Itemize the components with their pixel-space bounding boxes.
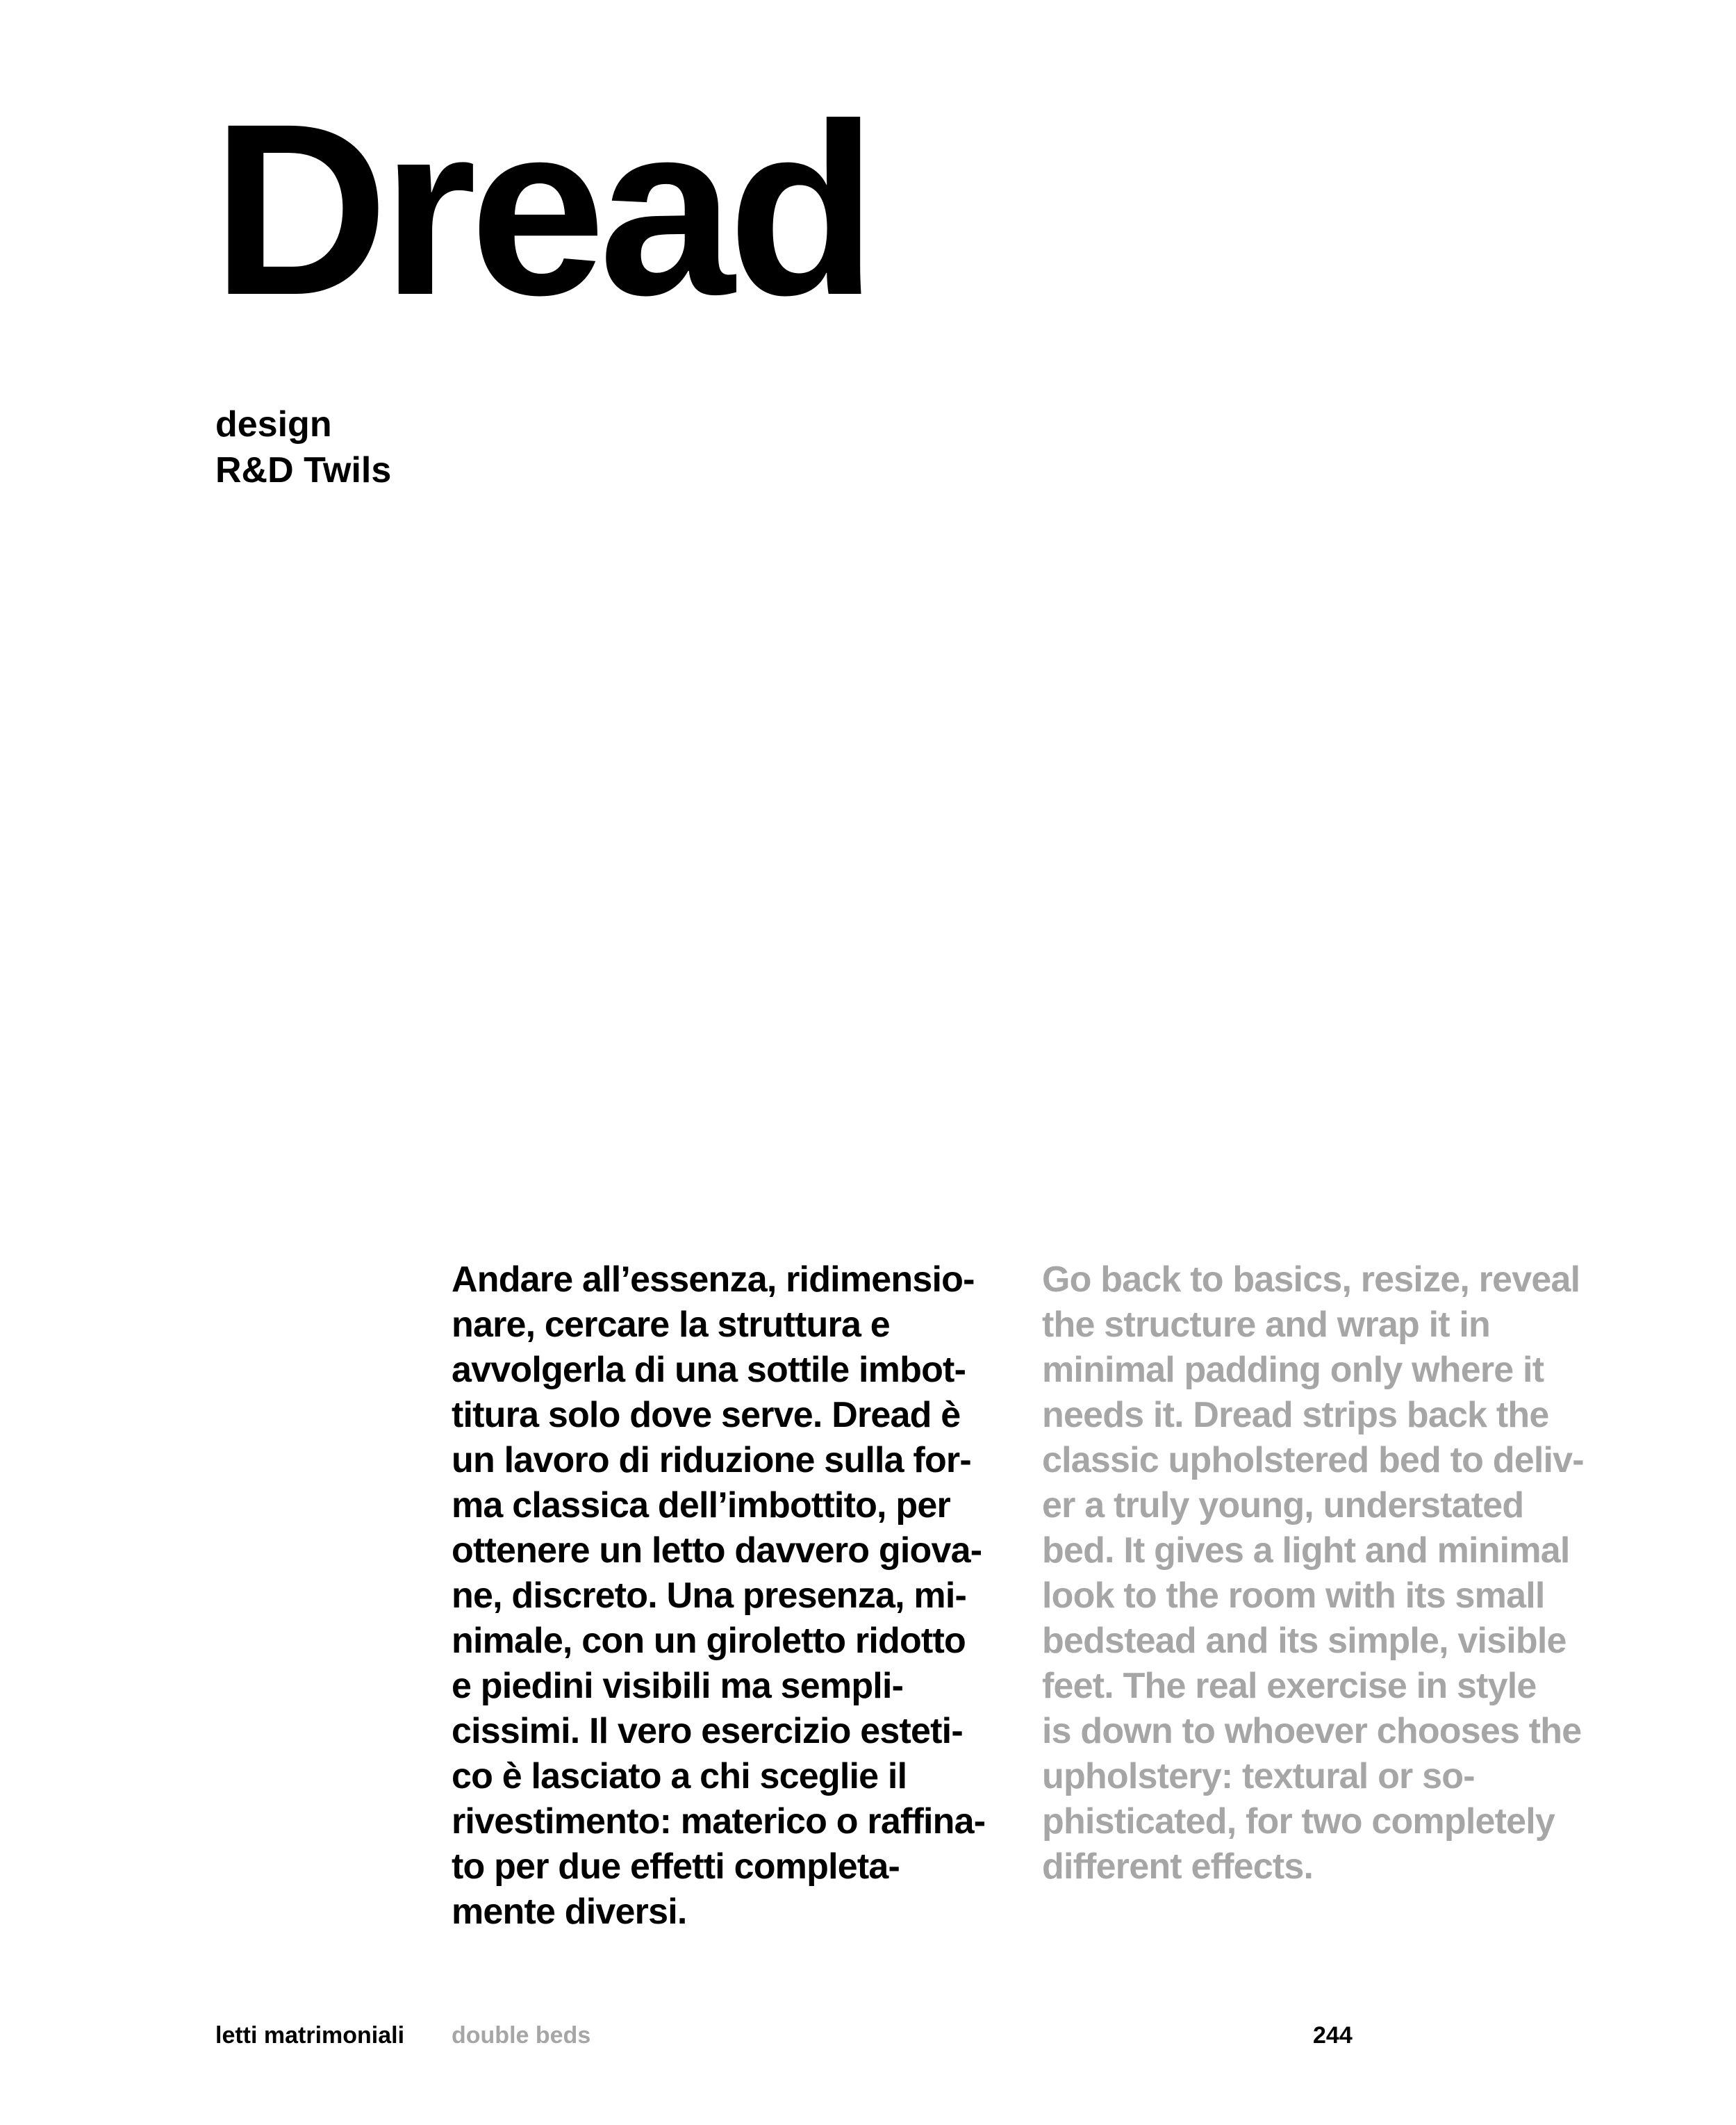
designer-credit (215, 402, 391, 493)
footer-section-english: double beds (452, 2022, 591, 2049)
text-line: rivestimento: materico o raffina- (452, 1801, 986, 1842)
text-line: ma classica dell’imbottito, per (452, 1485, 950, 1525)
designer-name: R&D Twils (215, 450, 392, 490)
text-line: nare, cercare la struttura e (452, 1305, 890, 1345)
text-line: different effects. (1042, 1846, 1314, 1887)
text-line: the structure and wrap it in (1042, 1305, 1491, 1345)
text-line: upholstery: textural or so- (1042, 1756, 1475, 1796)
text-line: Andare all’essenza, ridimensio- (452, 1259, 975, 1300)
page-number: 244 (1313, 2022, 1353, 2049)
text-line: Go back to basics, resize, reveal (1042, 1259, 1580, 1300)
text-line: minimal padding only where it (1042, 1350, 1544, 1390)
text-line: ottenere un letto davvero giova- (452, 1530, 982, 1571)
text-line: feet. The real exercise in style (1042, 1666, 1537, 1706)
text-line: needs it. Dread strips back the (1042, 1395, 1549, 1435)
page-title: Dread (212, 72, 870, 346)
text-line: un lavoro di riduzione sulla for- (452, 1440, 971, 1480)
description-italian (452, 1257, 1021, 1935)
text-line: avvolgerla di una sottile imbot- (452, 1350, 966, 1390)
text-line: phisticated, for two completely (1042, 1801, 1555, 1842)
text-line: er a truly young, understated (1042, 1485, 1524, 1525)
text-line: bedstead and its simple, visible (1042, 1621, 1566, 1661)
text-line: is down to whoever chooses the (1042, 1711, 1582, 1751)
text-line: to per due effetti completa- (452, 1846, 900, 1887)
designer-label: design (215, 404, 332, 445)
text-line: mente diversi. (452, 1892, 687, 1932)
text-line: e piedini visibili ma sempli- (452, 1666, 904, 1706)
text-line: look to the room with its small (1042, 1576, 1545, 1616)
text-line: bed. It gives a light and minimal (1042, 1530, 1570, 1571)
text-line: titura solo dove serve. Dread è (452, 1395, 961, 1435)
text-line: co è lasciato a chi sceglie il (452, 1756, 907, 1796)
text-line: cissimi. Il vero esercizio esteti- (452, 1711, 963, 1751)
text-line: classic upholstered bed to deliv- (1042, 1440, 1584, 1480)
text-line: nimale, con un giroletto ridotto (452, 1621, 966, 1661)
text-line: ne, discreto. Una presenza, mi- (452, 1576, 966, 1616)
description-english (1042, 1257, 1626, 1890)
footer-section-italian: letti matrimoniali (215, 2022, 405, 2049)
